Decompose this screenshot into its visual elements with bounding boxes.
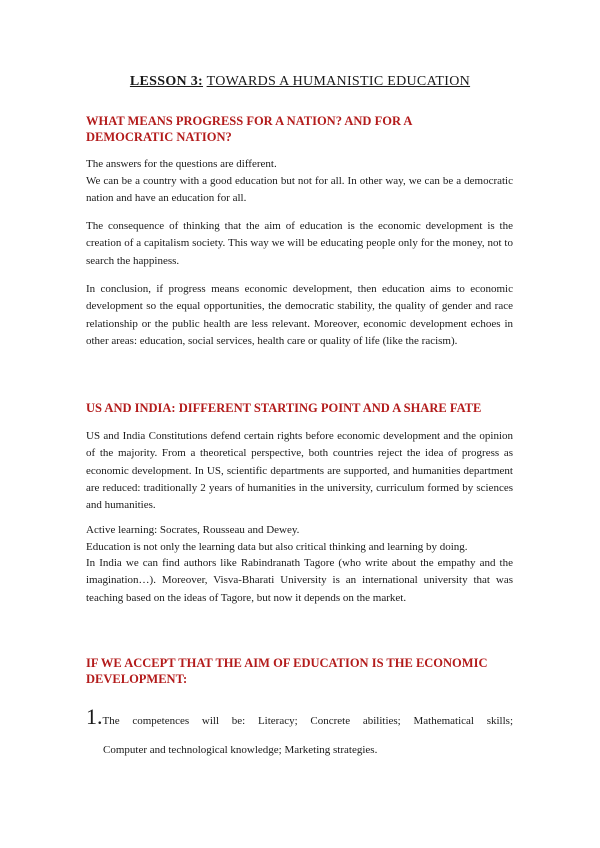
section1-p1: We can be a country with a good education but not for all. In other way, we can be a democratic nation and have an education for all.	[86, 175, 513, 205]
section2-p2: In India we can find authors like Rabindranath Tagore (who write about the empathy and the imagination…). Moreover, Visva-Bharati University is an international university that was teaching based on the ideas of Tagore, but now it depends on the market.	[86, 557, 513, 604]
page-title	[0, 74, 600, 90]
section1-p2: The consequence of thinking that the aim of education is the economic development is the creation of a capitalism society. This way we will be educating people only for the money, not to search the happiness.	[86, 220, 513, 267]
list-item-text: The competences will be: Literacy; Concrete abilities; Mathematical skills;	[102, 715, 513, 727]
section1-p3: In conclusion, if progress means economic development, then education aims to economic development so the equal opportunities, the democratic stability, the quality of gender and race relationship or the public health are less relevant. Moreover, economic development echoes in other areas: education, social services, health care or quality of life (like the racism).	[86, 283, 513, 347]
section2-p2-line1: Active learning: Socrates, Rousseau and Dewey.	[86, 524, 300, 536]
section3-heading-line1: IF WE ACCEPT THAT THE AIM OF EDUCATION IS THE ECONOMIC	[86, 656, 488, 670]
section1-heading-line2: DEMOCRATIC NATION?	[86, 130, 232, 144]
section2-p1: US and India Constitutions defend certain rights before economic development and the opinion of the majority. From a theoretical perspective, both countries reject the idea of progress as economic development. In US, scientific departments are supported, and humanities department are reduced: traditionally 2 years of humanities in the university, curriculum formed by sciences and humanities.	[86, 430, 513, 512]
section1-heading-line1: WHAT MEANS PROGRESS FOR A NATION? AND FOR A	[86, 114, 413, 128]
section3-heading-line2: DEVELOPMENT:	[86, 672, 188, 686]
section2-p2-line2: Education is not only the learning data but also critical thinking and learning by doing.	[86, 541, 468, 553]
section1-p1-line1: The answers for the questions are different.	[86, 158, 277, 170]
lesson-title: TOWARDS A HUMANISTIC EDUCATION	[206, 74, 471, 89]
list-item-line2: Computer and technological knowledge; Marketing strategies.	[103, 744, 378, 756]
list-item-line1	[86, 706, 513, 728]
section2-heading: US AND INDIA: DIFFERENT STARTING POINT AND A SHARE FATE	[86, 401, 482, 415]
list-item-number: 1.	[86, 704, 103, 729]
lesson-label: LESSON 3:	[129, 74, 204, 89]
